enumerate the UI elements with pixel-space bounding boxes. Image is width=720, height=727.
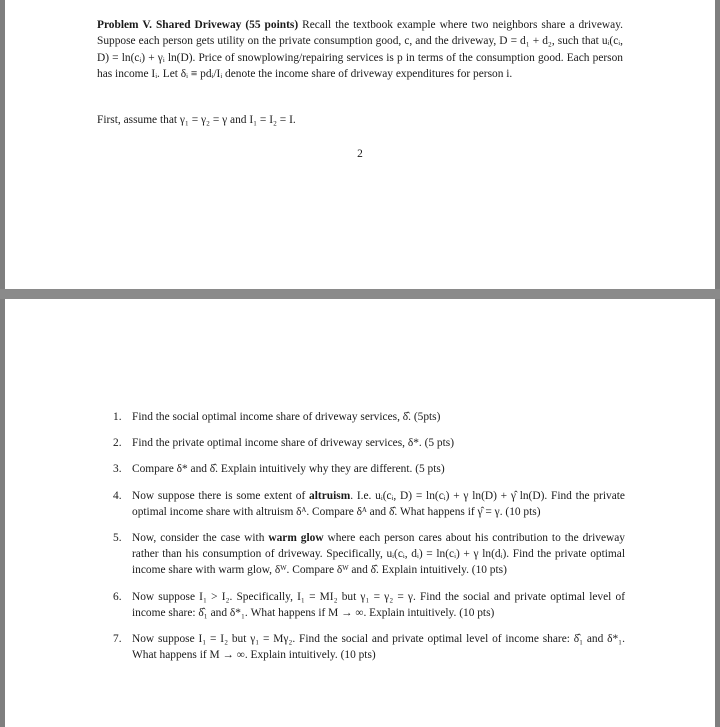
page-number: 2 xyxy=(357,148,363,160)
question-keyword: warm glow xyxy=(268,532,324,545)
question-item xyxy=(113,530,625,579)
question-number: 4. xyxy=(113,489,122,502)
question-item xyxy=(113,409,625,425)
question-item xyxy=(113,435,625,451)
question-text-pre: Now, consider the case with xyxy=(132,532,269,545)
problem-intro-text: Recall the textbook example where two neighbors share a driveway. Suppose each person gets utility on the private consumption good, c, and the driveway, D = d₁ + d₂, such that uᵢ(cᵢ, D) = ln(cᵢ) + γᵢ ln(D). Price of snowplowing/repairing services is p in terms of the consumption good. Each person has income Iᵢ. Let δᵢ ≡ pdᵢ/Iᵢ denote the income share of driveway expenditures for person i. xyxy=(97,19,623,80)
question-text xyxy=(132,532,625,576)
document-page-2 xyxy=(5,299,715,727)
question-text: Find the private optimal income share of driveway services, δ*. (5 pts) xyxy=(132,437,455,450)
problem-heading: Problem V. Shared Driveway (55 points) xyxy=(97,19,299,31)
question-number: 2. xyxy=(113,437,122,450)
question-text: Now suppose I₁ > I₂. Specifically, I₁ = MI₂ but γ₁ = γ₂ = γ. Find the social and private optimal level of income share: δ̂₁ and δ*₁. What happens if M → ∞. Explain intuitively. (10 pts) xyxy=(132,590,625,619)
question-item xyxy=(113,461,625,477)
question-number: 6. xyxy=(113,590,122,603)
page-separator xyxy=(0,289,720,299)
question-text-post: . I.e. uᵢ(cᵢ, D) = ln(cᵢ) + γ ln(D) + γ̂ ln(D). Find the private optimal income share with altruism δᴬ. Compare δᴬ and δ̂. What happens if γ̂ = γ. (10 pts) xyxy=(132,489,625,518)
question-number: 7. xyxy=(113,633,122,646)
document-page-1 xyxy=(5,0,715,289)
question-text xyxy=(132,490,625,518)
question-list xyxy=(113,299,625,663)
problem-intro-paragraph xyxy=(97,17,623,82)
question-text: Compare δ* and δ̂. Explain intuitively why they are different. (5 pts) xyxy=(132,463,445,476)
question-text: Find the social optimal income share of driveway services, δ̂. (5pts) xyxy=(132,411,441,423)
assumption-paragraph: First, assume that γ₁ = γ₂ = γ and I₁ = I₂ = I. xyxy=(97,114,296,126)
question-item xyxy=(113,589,625,621)
question-text-pre: Now suppose there is some extent of xyxy=(132,489,310,502)
question-text: Now suppose I₁ = I₂ but γ₁ = Mγ₂. Find the social and private optimal level of income share: δ̂₁ and δ*₁. What happens if M → ∞. Explain intuitively. (10 pts) xyxy=(132,633,625,662)
question-number: 1. xyxy=(113,411,122,423)
question-item xyxy=(113,488,625,520)
question-number: 3. xyxy=(113,463,122,476)
question-item xyxy=(113,631,625,663)
question-keyword: altruism xyxy=(309,489,351,502)
question-text-post: where each person cares about his contribution to the driveway rather than his consumption of driveway. Specifically, uᵢ(cᵢ, dᵢ) = ln(cᵢ) + γ ln(dᵢ). Find the private optimal income share with warm glow, δᵂ. Compare δᵂ and δ̂. Explain intuitively. (10 pts) xyxy=(132,532,625,577)
question-number: 5. xyxy=(113,532,122,545)
